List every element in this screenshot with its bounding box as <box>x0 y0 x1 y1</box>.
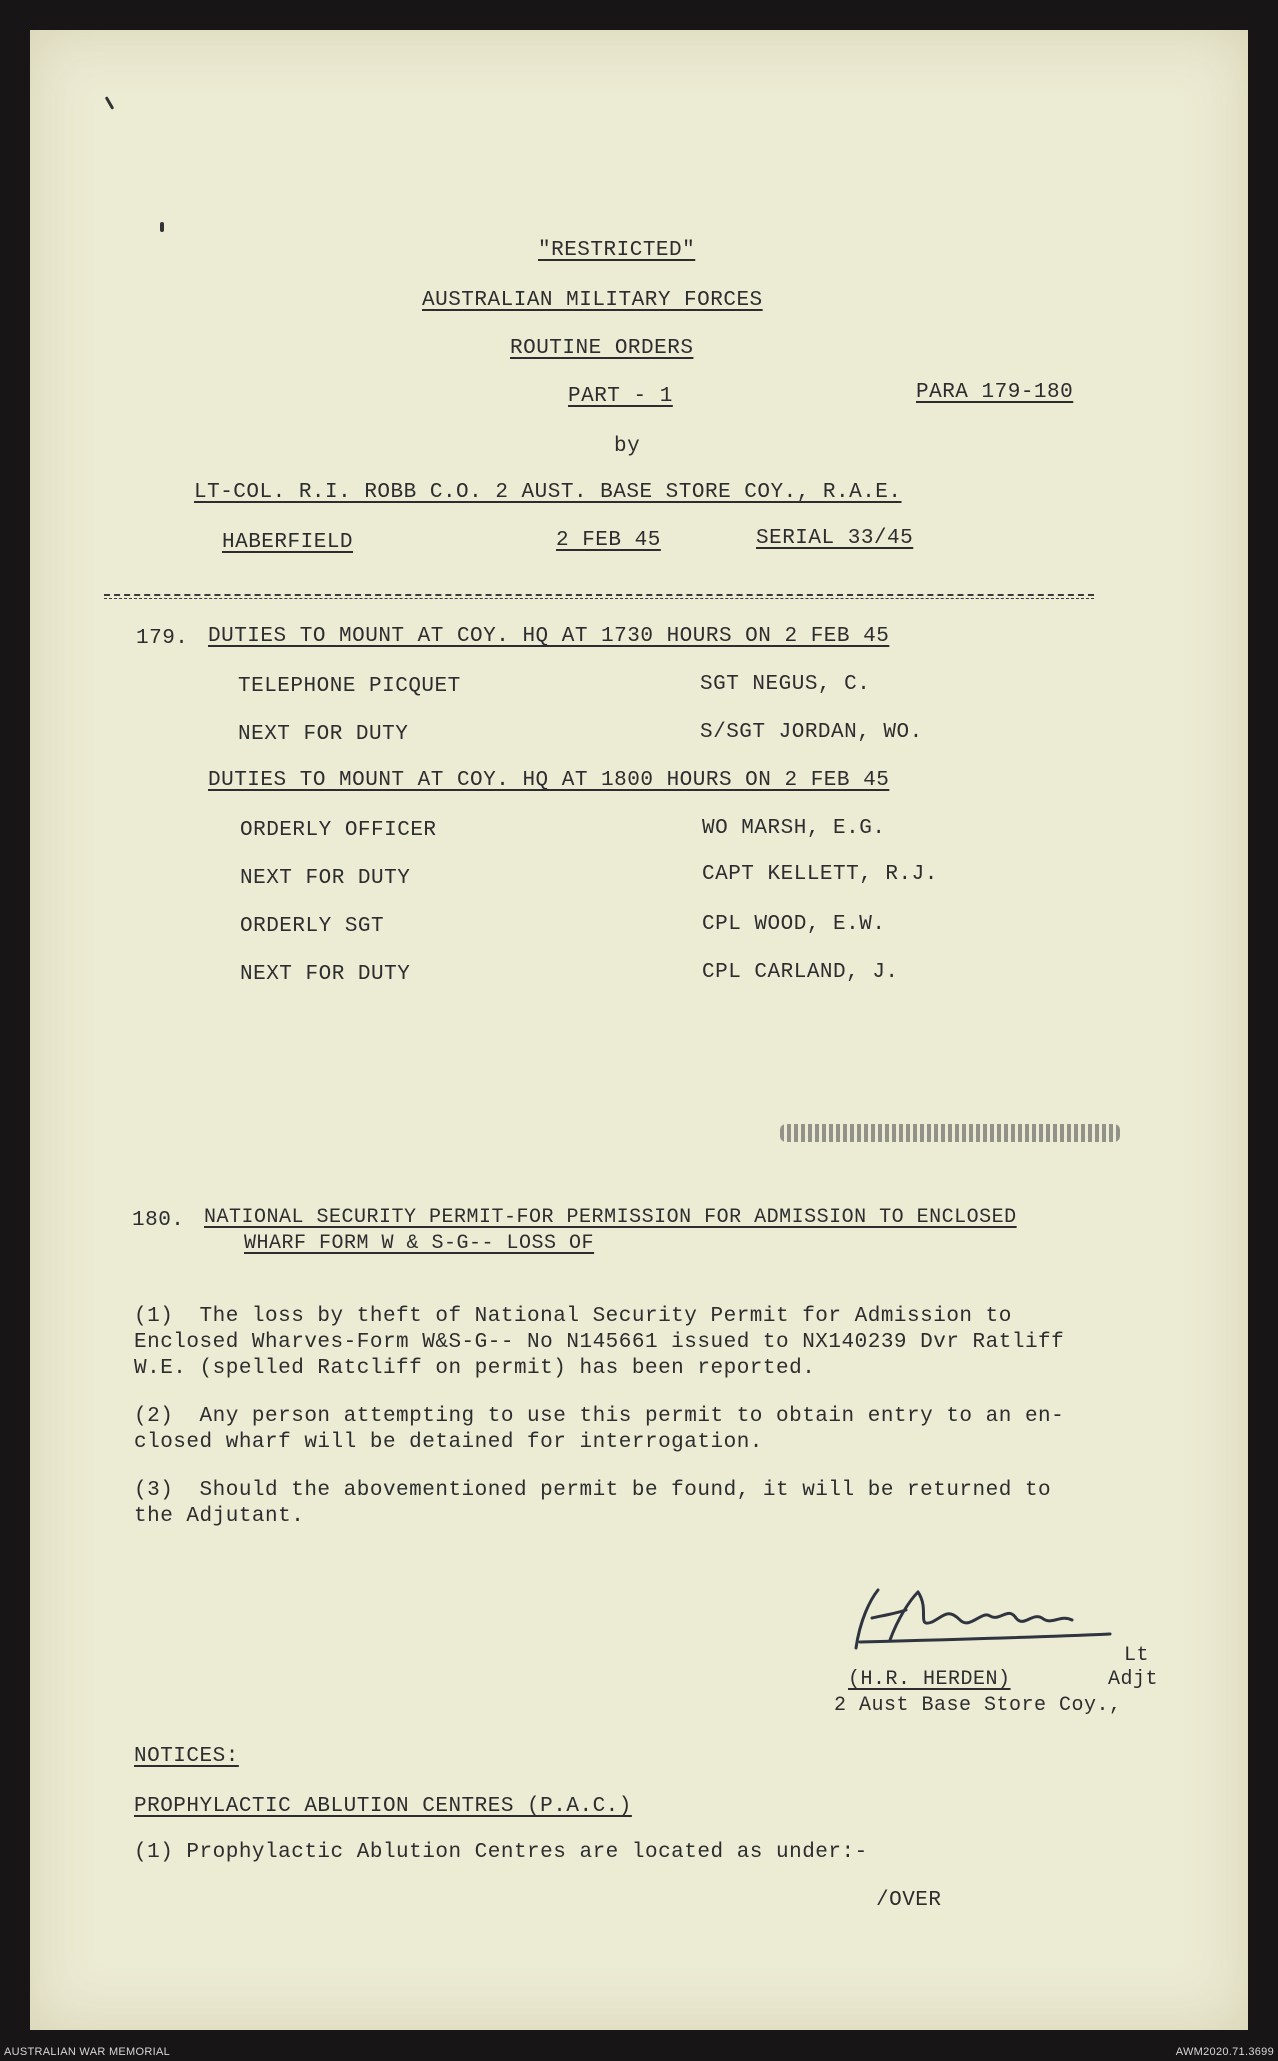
date-label: 2 FEB 45 <box>556 529 661 552</box>
commander-line: LT-COL. R.I. ROBB C.O. 2 AUST. BASE STORE COY., R.A.E. <box>194 481 902 504</box>
para-line: (1) The loss by theft of National Security Permit for Admission to <box>134 1305 1012 1328</box>
signature-unit: 2 Aust Base Store Coy., <box>834 1694 1122 1717</box>
item-number: 180. <box>132 1209 185 1232</box>
ink-smudge <box>780 1124 1120 1142</box>
divider-line <box>104 598 1094 599</box>
punch-mark <box>160 222 164 232</box>
para-label: PARA 179-180 <box>916 381 1074 404</box>
signature-name: (H.R. HERDEN) <box>848 1668 1011 1691</box>
by-label: by <box>614 435 641 458</box>
document-page <box>30 30 1248 2030</box>
divider-line <box>104 594 1094 596</box>
para-line: (3) Should the abovementioned permit be found, it will be returned to <box>134 1479 1052 1502</box>
part-label: PART - 1 <box>568 385 673 408</box>
duty-name: CPL WOOD, E.W. <box>702 913 886 936</box>
serial-label: SERIAL 33/45 <box>756 527 914 550</box>
para-line: (2) Any person attempting to use this permit to obtain entry to an en- <box>134 1405 1065 1428</box>
place-label: HABERFIELD <box>222 531 354 554</box>
duty-role: NEXT FOR DUTY <box>240 867 411 890</box>
duty-name: CPL CARLAND, J. <box>702 961 899 984</box>
signature-rank: Lt <box>1124 1644 1150 1667</box>
duty-role: ORDERLY SGT <box>240 915 385 938</box>
permit-heading: NATIONAL SECURITY PERMIT-FOR PERMISSION FOR ADMISSION TO ENCLOSED <box>204 1206 1017 1229</box>
restricted-label: "RESTRICTED" <box>538 239 696 262</box>
para-line: Enclosed Wharves-Form W&S-G-- No N145661 issued to NX140239 Dvr Ratliff <box>134 1331 1065 1354</box>
duty-role: ORDERLY OFFICER <box>240 819 437 842</box>
footer-source: AUSTRALIAN WAR MEMORIAL <box>4 2046 171 2058</box>
over-label: /OVER <box>876 1889 942 1912</box>
para-line: closed wharf will be detained for interrogation. <box>134 1431 763 1454</box>
para-line: W.E. (spelled Ratcliff on permit) has been reported. <box>134 1357 816 1380</box>
notices-heading: NOTICES: <box>134 1745 239 1768</box>
footer-accession: AWM2020.71.3699 <box>1175 2046 1274 2058</box>
pac-heading: PROPHYLACTIC ABLUTION CENTRES (P.A.C.) <box>134 1795 632 1818</box>
handwritten-signature <box>820 1570 1120 1660</box>
duty-role: TELEPHONE PICQUET <box>238 675 461 698</box>
para-line: the Adjutant. <box>134 1505 305 1528</box>
pac-item: (1) Prophylactic Ablution Centres are located as under:- <box>134 1841 868 1864</box>
item-number: 179. <box>136 627 189 650</box>
orders-title: ROUTINE ORDERS <box>510 337 694 360</box>
signature-title: Adjt <box>1108 1668 1159 1691</box>
duty-name: SGT NEGUS, C. <box>700 673 871 696</box>
duties-heading: DUTIES TO MOUNT AT COY. HQ AT 1800 HOURS ON 2 FEB 45 <box>208 769 890 792</box>
forces-title: AUSTRALIAN MILITARY FORCES <box>422 289 763 312</box>
duty-name: CAPT KELLETT, R.J. <box>702 863 938 886</box>
duty-role: NEXT FOR DUTY <box>240 963 411 986</box>
duty-name: S/SGT JORDAN, WO. <box>700 721 923 744</box>
permit-heading-cont: WHARF FORM W & S-G-- LOSS OF <box>244 1232 595 1255</box>
duty-role: NEXT FOR DUTY <box>238 723 409 746</box>
duty-name: WO MARSH, E.G. <box>702 817 886 840</box>
duties-heading: DUTIES TO MOUNT AT COY. HQ AT 1730 HOURS ON 2 FEB 45 <box>208 625 890 648</box>
